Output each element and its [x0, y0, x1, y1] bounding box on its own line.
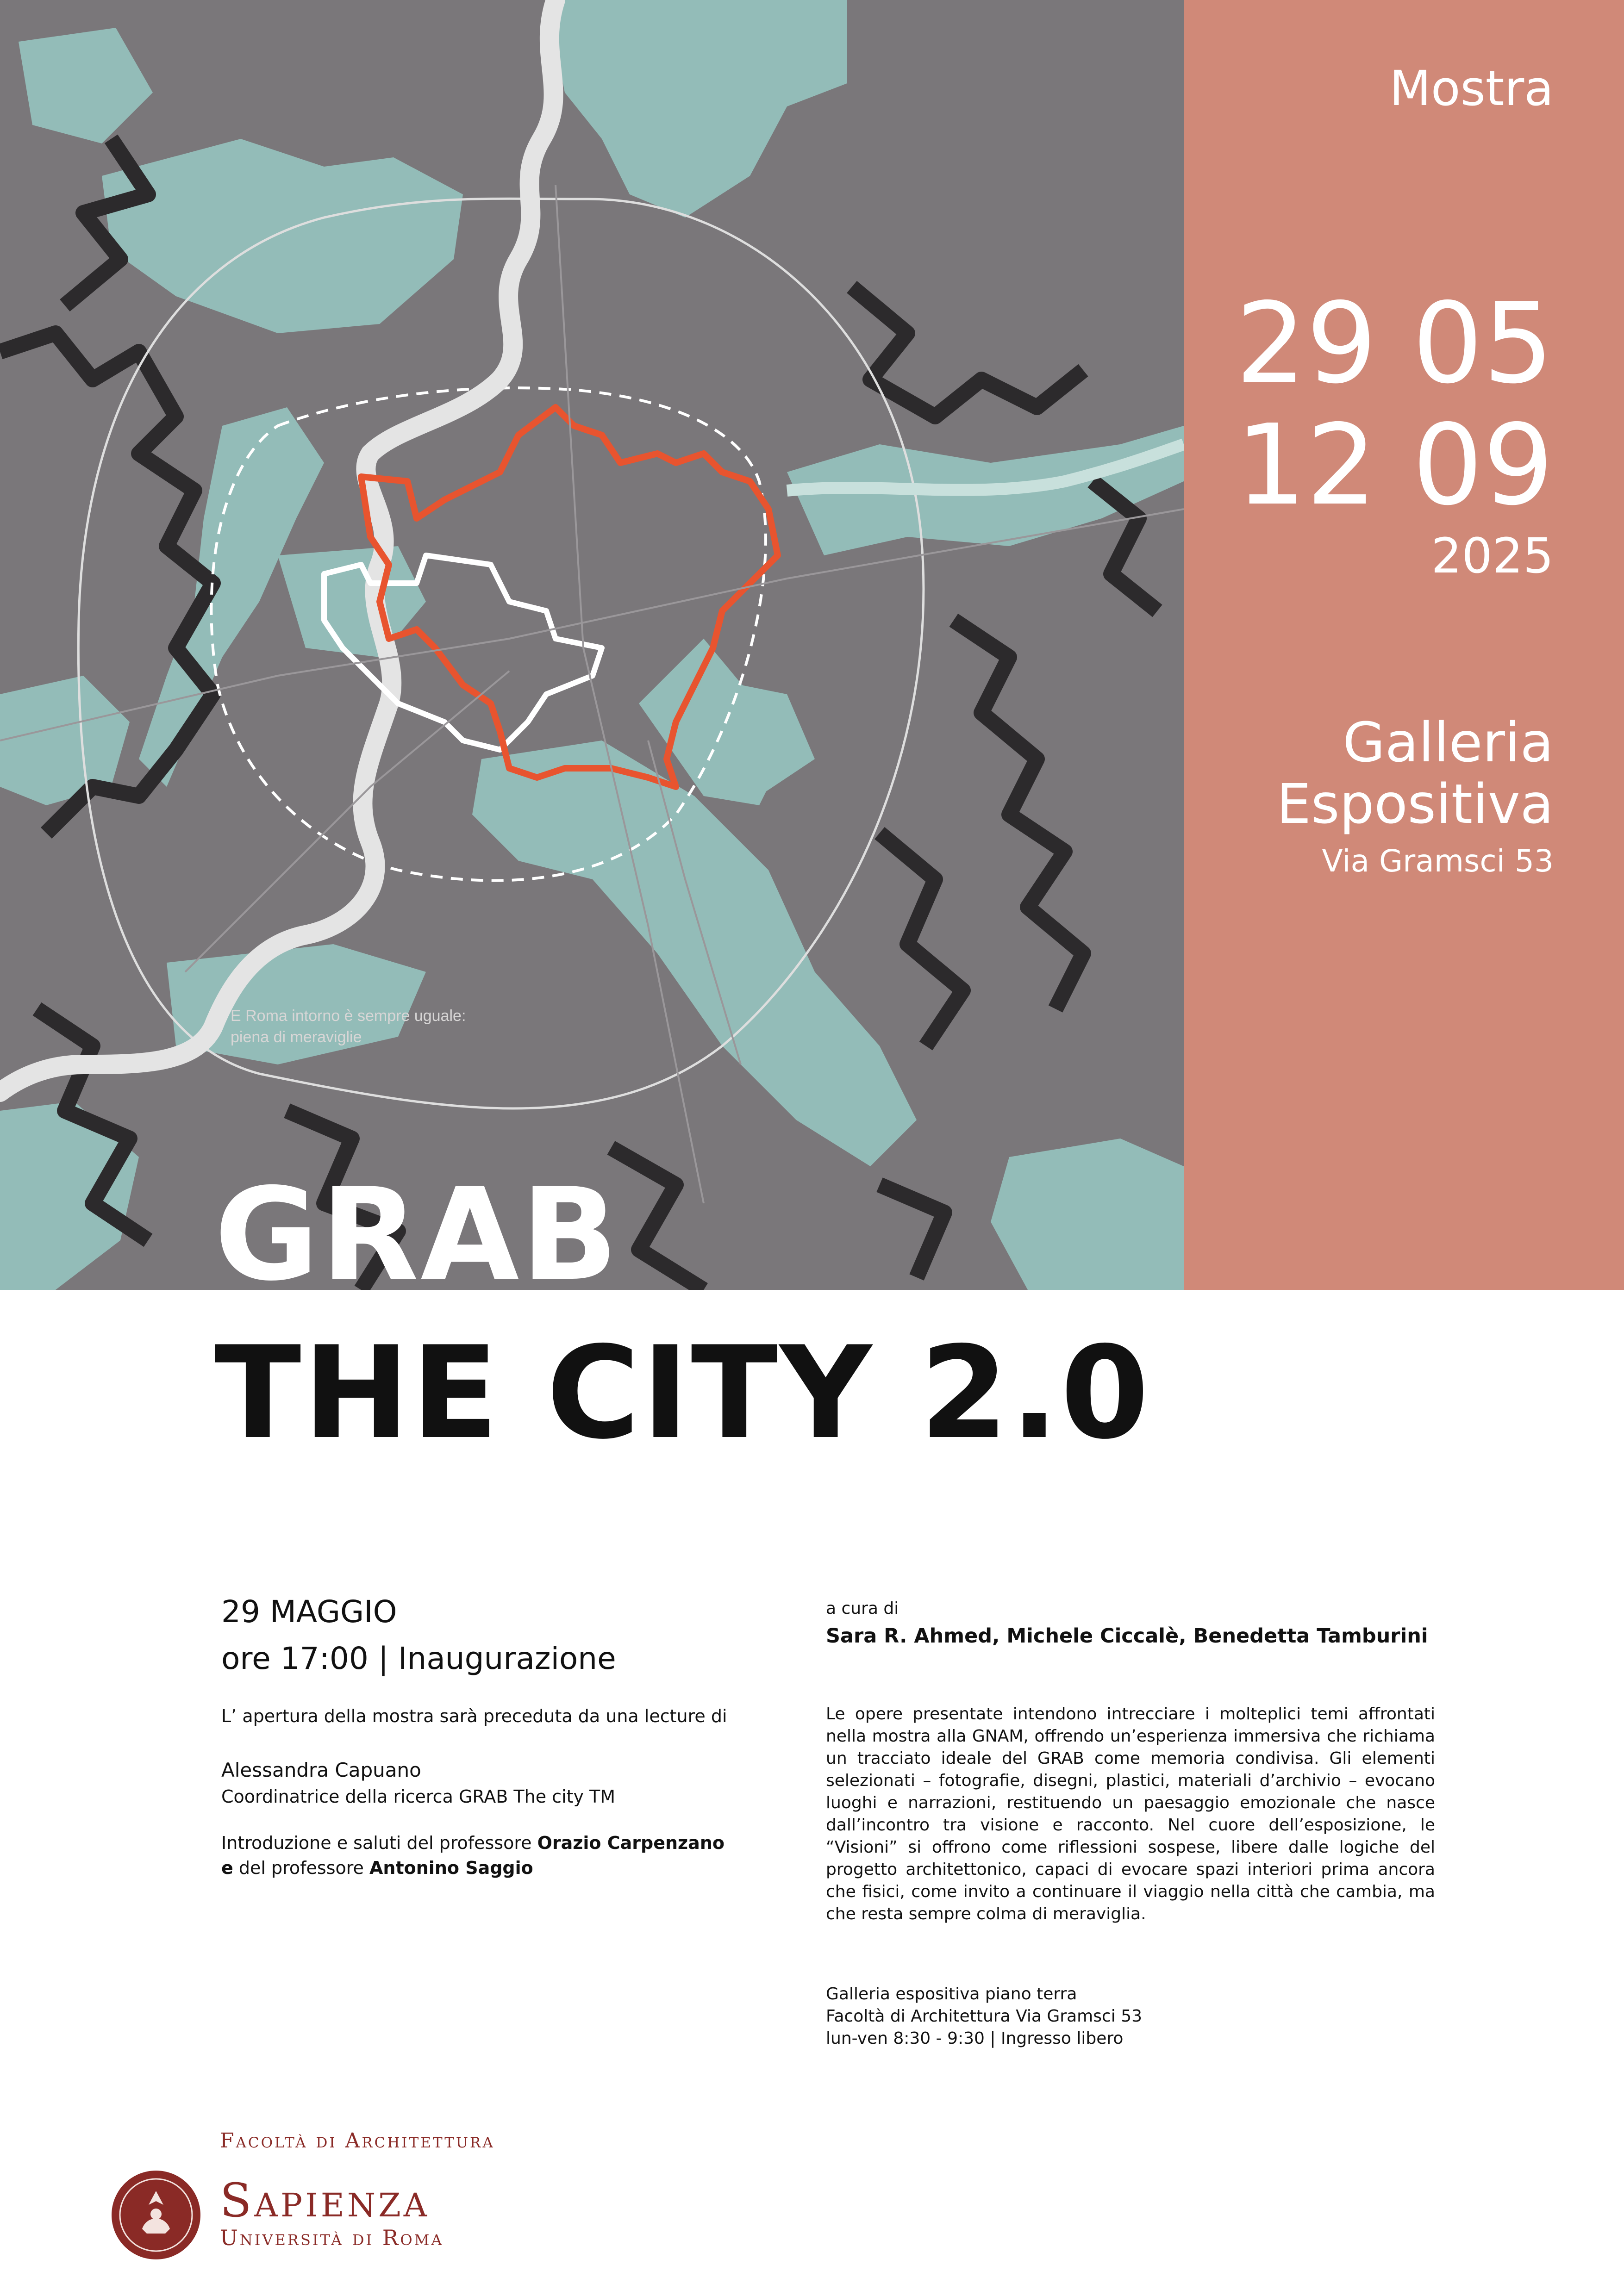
speaker-role: Coordinatrice della ricerca GRAB The city TM [221, 1786, 616, 1807]
year: 2025 [1431, 528, 1554, 584]
greetings-mid: del professore [233, 1858, 370, 1878]
title-line2: THE CITY 2.0 [214, 1319, 1151, 1467]
title-line1: GRAB [214, 1165, 620, 1290]
venue-info-line1: Galleria espositiva piano terra [826, 1985, 1077, 2004]
rome-map [0, 0, 1184, 1290]
faculty-name: Facoltà di Architettura [220, 2129, 495, 2153]
venue-line2: Espositiva [1276, 772, 1554, 836]
venue-line1: Galleria [1343, 710, 1554, 774]
university-name: Sapienza [220, 2173, 430, 2228]
university-subtitle: Università di Roma [220, 2225, 444, 2250]
venue-info [826, 1983, 1142, 2050]
event-time: ore 17:00 | Inaugurazione [221, 1641, 616, 1676]
map-illustration [0, 0, 1184, 1290]
date-end: 12 09 [1235, 400, 1554, 530]
greetings-prefix: Introduzione e saluti del professore [221, 1833, 537, 1853]
exhibition-description: Le opere presentate intendono intrecciare i molteplici temi affrontati nella mostra alla GNAM, offrendo un’esperienza immersiva che richiama un tracciato ideale del GRAB come memoria condivisa. Gli elementi selezionati – fotografie, disegni, plastici, materiali d’archivio – evocano luoghi e narrazioni, restituendo un paesaggio emozionale che nasce dall’incontro tra visione e racconto. Nel cuore dell’esposizione, le “Visioni” si offrono come riflessioni sospese, libere dalle logiche del progetto architettonico, capaci di evocare spazi interiori prima ancora che fisici, come invito a continuare il viaggio nella città che cambia, ma che resta sempre colma di meraviglia. [826, 1705, 1435, 1923]
sapienza-seal-icon [110, 2169, 202, 2261]
greetings-prof2: Antonino Saggio [369, 1858, 533, 1878]
venue-info-line2: Facoltà di Architettura Via Gramsci 53 [826, 2007, 1143, 2026]
venue-info-line3: lun-ven 8:30 - 9:30 | Ingresso libero [826, 2029, 1124, 2048]
map-caption [231, 1005, 582, 1048]
venue-address: Via Gramsci 53 [1322, 843, 1554, 879]
map-caption-line2: piena di meraviglie [231, 1028, 362, 1046]
greetings-conjunction: e [221, 1858, 233, 1878]
map-caption-line1: E Roma intorno è sempre uguale: [231, 1007, 466, 1025]
event-date: 29 MAGGIO [221, 1594, 397, 1630]
curators-label: a cura di [826, 1599, 899, 1618]
date-start: 29 05 [1235, 279, 1554, 408]
curators-names: Sara R. Ahmed, Michele Ciccalè, Benedetta Tamburini [826, 1624, 1428, 1648]
greetings-text [221, 1830, 777, 1880]
panel-label: Mostra [1389, 60, 1554, 117]
speaker-name: Alessandra Capuano [221, 1759, 421, 1781]
lecture-intro: L’ apertura della mostra sarà preceduta da una lecture di [221, 1706, 727, 1726]
info-panel [1184, 0, 1624, 1290]
greetings-prof1: Orazio Carpenzano [537, 1833, 725, 1853]
